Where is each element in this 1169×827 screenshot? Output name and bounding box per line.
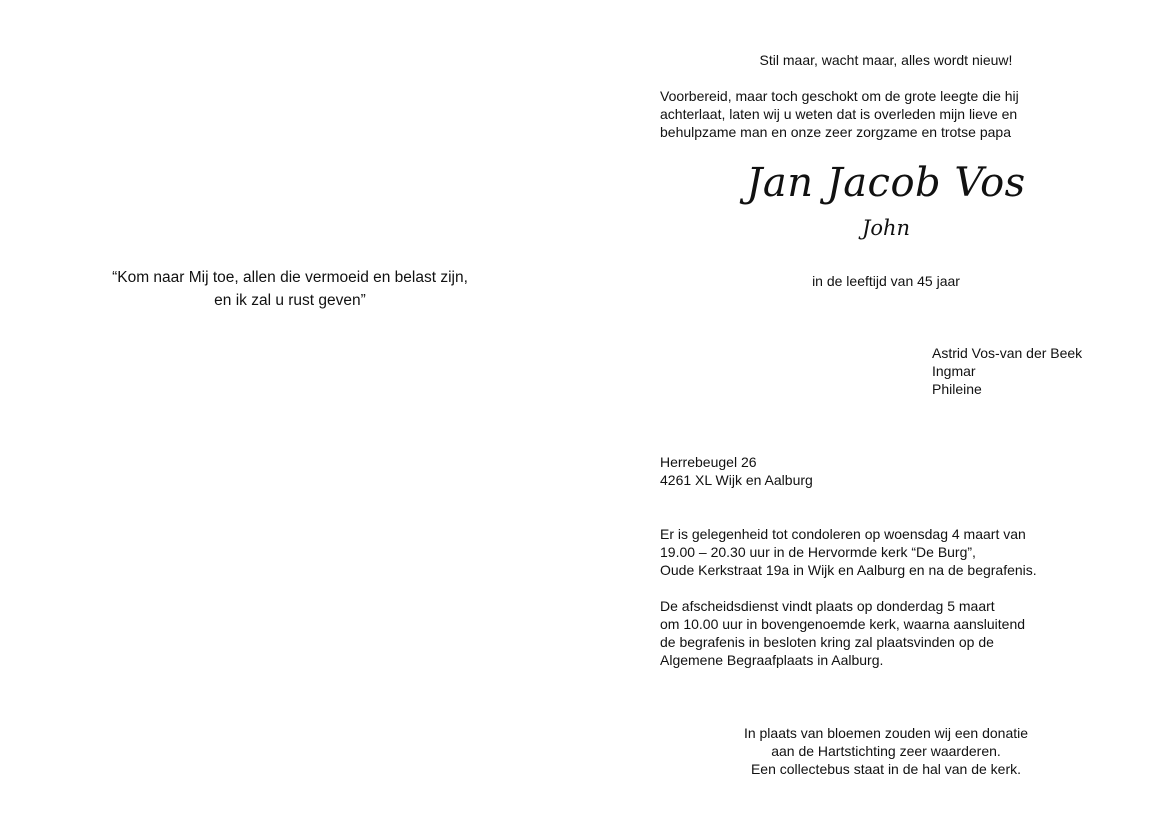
donation-line: Een collectebus staat in de hal van de kerk. (750, 761, 1022, 777)
condolence-paragraph (660, 525, 1160, 579)
family-member: Astrid Vos-van der Beek (932, 345, 1083, 361)
left-page (0, 0, 584, 827)
right-page (584, 0, 1169, 827)
service-line: de begrafenis in besloten kring zal plaatsvinden op de (660, 634, 994, 650)
family-member: Ingmar (932, 363, 976, 379)
quote-line: “Kom naar Mij toe, allen die vermoeid en belast zijn, (112, 269, 468, 286)
service-paragraph (660, 597, 1160, 669)
announcement-line: Voorbereid, maar toch geschokt om de grote leegte die hij (660, 88, 1019, 104)
motto-text: Stil maar, wacht maar, alles wordt nieuw! (759, 52, 1013, 68)
donation-line: aan de Hartstichting zeer waarderen. (771, 743, 1001, 759)
age-text: in de leeftijd van 45 jaar (812, 273, 960, 289)
deceased-name: Jan Jacob Vos (746, 160, 1026, 206)
address-block (660, 453, 1060, 489)
service-line: De afscheidsdienst vindt plaats op donderdag 5 maart (660, 598, 995, 614)
donation-note (664, 724, 1108, 778)
quote-line: en ik zal u rust geven” (214, 292, 366, 309)
family-member: Phileine (932, 381, 982, 397)
service-line: om 10.00 uur in bovengenoemde kerk, waarna aansluitend (660, 616, 1026, 632)
condolence-line: Er is gelegenheid tot condoleren op woensdag 4 maart van (660, 526, 1026, 542)
address-line: Herrebeugel 26 (660, 454, 757, 470)
announcement-paragraph (660, 87, 1140, 141)
condolence-line: 19.00 – 20.30 uur in de Hervormde kerk “De Burg”, (660, 544, 976, 560)
donation-line: In plaats van bloemen zouden wij een donatie (743, 725, 1029, 741)
family-list (932, 344, 1162, 398)
service-line: Algemene Begraafplaats in Aalburg. (660, 652, 884, 668)
condolence-line: Oude Kerkstraat 19a in Wijk en Aalburg en na de begrafenis. (660, 562, 1037, 578)
address-line: 4261 XL Wijk en Aalburg (660, 472, 813, 488)
deceased-nickname: John (861, 216, 911, 240)
announcement-line: behulpzame man en onze zeer zorgzame en trotse papa (660, 124, 1011, 140)
bible-quote (40, 266, 540, 312)
announcement-line: achterlaat, laten wij u weten dat is overleden mijn lieve en (660, 106, 1018, 122)
